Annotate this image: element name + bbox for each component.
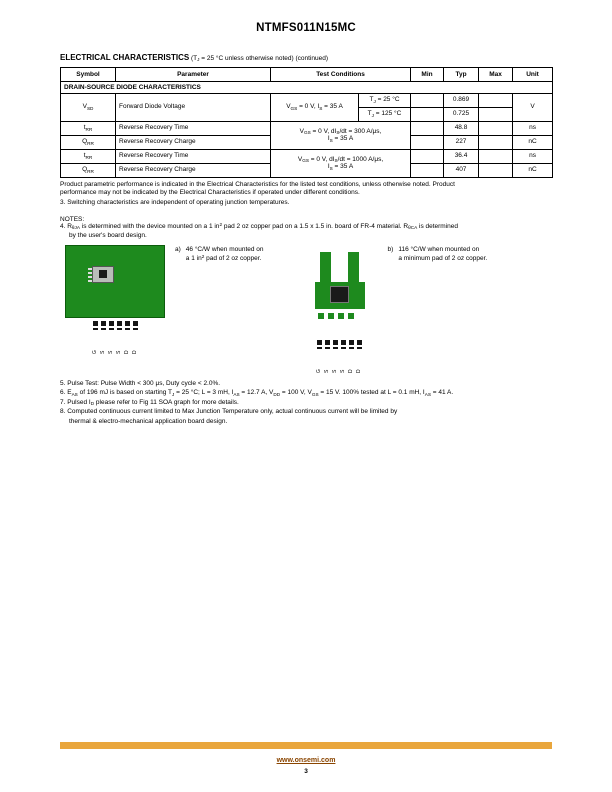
note-7: 7. Pulsed $I_D$ please refer to Fig 11 SOA graph for more details. [60,398,239,407]
page-footer [60,742,552,775]
unit-vsd: V [513,93,553,121]
column-header-unit: Unit [513,68,553,82]
max-qrr-300 [479,135,513,149]
condition-vsd-tj25: $T_J = 25$ °C [359,93,411,107]
min-trr-300 [411,121,444,135]
condition-trr-qrr-300: $V_{GS} = 0$ V, $dI_S/dt = 300$ A/μs, $I_S = 35$ A [271,121,411,149]
figure-a-caption-text [186,245,264,263]
pin-label: S [116,350,122,354]
pin-label: S [331,369,338,373]
page-title: NTMFS011N15MC [256,22,356,34]
table-header-row [61,68,553,82]
symbol-trr-300: $t_{RR}$ [61,121,116,135]
mosfet-package [330,286,349,303]
page-number: 3 [304,768,308,775]
section-heading-main: ELECTRICAL CHARACTERISTICS [60,53,190,62]
figure-a [65,245,264,373]
pin-label: S [100,350,106,354]
symbol-qrr-300: $Q_{RR}$ [61,135,116,149]
figure-b-label: b) [387,245,394,253]
electrical-characteristics-table [60,67,553,178]
board-a-via-row [93,328,165,330]
pin-label: G [315,369,322,373]
min-qrr-300 [411,135,444,149]
unit-qrr-300: nC [513,135,553,149]
figure-b [308,245,488,373]
note-4-line-2: by the user's board design. [69,231,147,239]
figure-a-caption [175,245,264,263]
unit-qrr-1000: nC [513,163,553,177]
condition-vsd: $V_{GS} = 0$ V, $I_S = 35$ A [271,93,359,121]
note-4-line-1: 4. $R_{\theta JA}$ is determined with the device mounted on a 1 $in^2$ pad 2 oz copper pad on a 1.5 x 1.5 in. board of FR-4 material. $R_{\theta CA}$ is determined [60,222,459,231]
max-trr-300 [479,121,513,135]
table-subheader-row [61,82,553,94]
column-header-test-conditions: Test Conditions [271,68,411,82]
copper-pin-pads [318,313,354,319]
board-b-via-row [317,347,378,349]
pin-label: S [339,369,346,373]
table-subheader: DRAIN-SOURCE DIODE CHARACTERISTICS [61,82,553,94]
note-6: 6. $E_{AS}$ of 196 mJ is based on starting $T_J = 25$ °C; L = 3 mH, $I_{AS} = 12.7$ A, $V_{DD} = 100$ V, $V_{GS} = 15$ V. 100% tested at L = 0.1 mH, $I_{AS} = 41$ A. [60,389,454,397]
board-b-pin-labels [317,351,378,373]
note-5: 5. Pulse Test: Pulse Width < 300 μs, Duty cycle < 2.0%. [60,379,221,387]
figure-a-caption-line-2: a 1 $in^2$ pad of 2 oz copper. [185,254,262,263]
pin-label: D [124,350,130,354]
condition-trr-qrr-1000: $V_{GS} = 0$ V, $dI_S/dt = 1000$ A/μs, $I_S = 35$ A [271,149,411,177]
package-die-pad [99,270,107,278]
column-header-symbol: Symbol [61,68,116,82]
note-4 [60,223,552,240]
figure-a-board-stack [65,245,165,354]
pcb-board-minimum-pad [308,252,378,337]
thermal-mounting-figures [60,245,552,373]
parameter-qrr-300: Reverse Recovery Charge [116,135,271,149]
onsemi-website-link[interactable]: www.onsemi.com [276,757,336,764]
notes-5-8 [60,380,552,426]
package-pins [88,268,92,282]
parameter-trr-300: Reverse Recovery Time [116,121,271,135]
figure-a-label: a) [175,245,181,253]
table-row-trr-300 [61,121,553,135]
parameter-trr-1000: Reverse Recovery Time [116,149,271,163]
board-a-pin-labels [93,332,165,354]
pin-label: D [355,369,362,373]
column-header-max: Max [479,68,513,82]
typ-vsd-tj25: 0.869 [444,93,479,107]
min-qrr-1000 [411,163,444,177]
figure-b-caption-text [398,245,487,263]
board-b-solder-pads [317,340,378,345]
min-vsd-tj125 [411,107,444,121]
parameter-vsd: Forward Diode Voltage [116,93,271,121]
figure-b-caption-line-2: a minimum pad of 2 oz copper. [398,255,488,263]
table-row-vsd-tj25 [61,93,553,107]
table-row-trr-1000 [61,149,553,163]
section-heading-conditions: ($T_J = 25$ °C unless otherwise noted) (continued) [189,55,328,63]
figure-b-caption [388,245,488,263]
symbol-trr-1000: $t_{RR}$ [61,149,116,163]
mosfet-package [92,266,114,283]
column-header-min: Min [411,68,444,82]
note-3: 3. Switching characteristics are independent of operating junction temperatures. [60,198,290,206]
typ-qrr-1000: 407 [444,163,479,177]
typ-trr-1000: 36.4 [444,149,479,163]
figure-a-caption-line-1: 46 °C/W when mounted on [185,245,264,253]
max-qrr-1000 [479,163,513,177]
max-trr-1000 [479,149,513,163]
pin-label: S [108,350,114,354]
note-8-line-1: 8. Computed continuous current limited to Max Junction Temperature only, actual continuous current will be limited by [60,408,398,416]
unit-trr-300: ns [513,121,553,135]
pin-label: D [132,350,138,354]
section-heading [60,53,552,62]
unit-trr-1000: ns [513,149,553,163]
symbol-vsd: $V_{SD}$ [61,93,116,121]
column-header-parameter: Parameter [116,68,271,82]
typ-qrr-300: 227 [444,135,479,149]
pcb-board-1in2-pad [65,245,165,318]
note-8-line-2: thermal & electro-mechanical application board design. [69,417,228,425]
symbol-qrr-1000: $Q_{RR}$ [61,163,116,177]
footnote-line-1: Product parametric performance is indicated in the Electrical Characteristics for the listed test conditions, unless otherwise noted. Product [60,180,455,188]
board-a-solder-pads [93,321,165,326]
table-footnote [60,181,552,198]
figure-b-caption-line-1: 116 °C/W when mounted on [398,245,480,253]
condition-vsd-tj125: $T_J = 125$ °C [359,107,411,121]
typ-trr-300: 48.8 [444,121,479,135]
footer-accent-bar [60,742,552,749]
copper-trace [320,252,331,285]
footnote-line-2: performance may not be indicated by the Electrical Characteristics if operated under different conditions. [60,189,360,197]
max-vsd-tj125 [479,107,513,121]
max-vsd-tj25 [479,93,513,107]
typ-vsd-tj125: 0.725 [444,107,479,121]
figure-b-board-stack [308,252,378,373]
copper-trace [348,252,359,285]
pin-label: S [323,369,330,373]
pin-label: D [347,369,354,373]
min-trr-1000 [411,149,444,163]
notes-label: NOTES: [60,216,85,224]
column-header-typ: Typ [444,68,479,82]
parameter-qrr-1000: Reverse Recovery Charge [116,163,271,177]
pin-label: G [92,350,98,354]
min-vsd-tj25 [411,93,444,107]
